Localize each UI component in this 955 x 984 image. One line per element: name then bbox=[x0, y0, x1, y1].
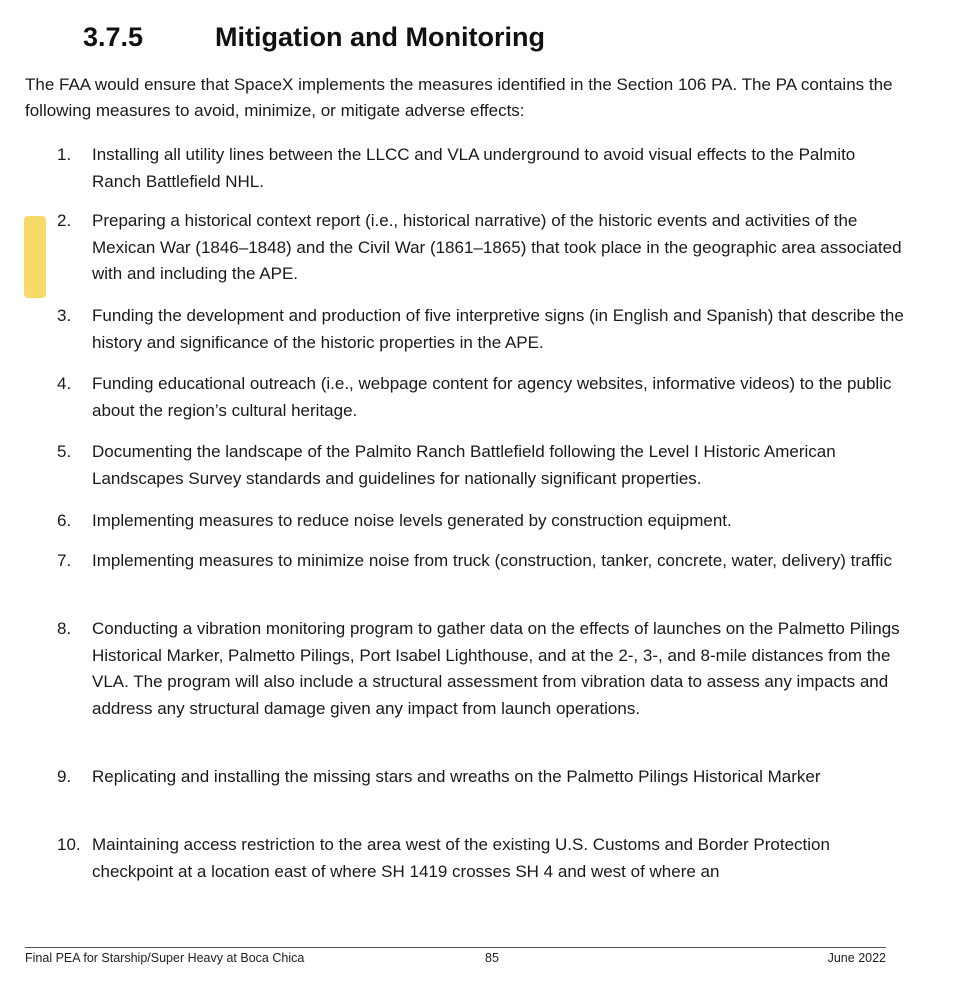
section-number: 3.7.5 bbox=[83, 22, 144, 52]
list-item bbox=[57, 832, 907, 885]
item-number: 1. bbox=[57, 145, 72, 164]
list-item bbox=[57, 208, 907, 288]
section-heading bbox=[83, 22, 545, 53]
item-number: 7. bbox=[57, 551, 72, 570]
list-item bbox=[57, 764, 907, 791]
item-number: 5. bbox=[57, 442, 72, 461]
item-number: 2. bbox=[57, 211, 72, 230]
list-item bbox=[57, 303, 907, 356]
item-text: Installing all utility lines between the LLCC and VLA underground to avoid visual effects to the Palmito Ranch Battlefield NHL. bbox=[92, 145, 856, 191]
footer-divider bbox=[25, 947, 886, 948]
item-text: Funding the development and production of five interpretive signs (in English and Spanish) that describe the history and significance of the historic properties in the APE. bbox=[92, 306, 904, 352]
item-text: Maintaining access restriction to the area west of the existing U.S. Customs and Border Protection checkpoint at a location east of where SH 1419 crosses SH 4 and west of where an bbox=[92, 835, 830, 881]
list-item bbox=[57, 508, 907, 535]
item-text: Documenting the landscape of the Palmito Ranch Battlefield following the Level I Historic American Landscapes Survey standards and guidelines for nationally significant properties. bbox=[92, 442, 836, 488]
highlighter-mark bbox=[24, 216, 46, 298]
footer-page-number: 85 bbox=[485, 951, 499, 965]
footer-date: June 2022 bbox=[827, 951, 886, 965]
item-text: Conducting a vibration monitoring program to gather data on the effects of launches on the Palmetto Pilings Historical Marker, Palmetto Pilings, Port Isabel Lighthouse, and at the 2-, 3-, and 8-mile distances from the VLA. The program will also include a structural assessment from vibration data to assess any impacts and address any structural damage given any impact from launch operations. bbox=[92, 619, 900, 718]
list-item bbox=[57, 616, 907, 722]
item-text: Replicating and installing the missing stars and wreaths on the Palmetto Pilings Historical Marker bbox=[92, 767, 821, 786]
list-item bbox=[57, 439, 907, 492]
item-number: 8. bbox=[57, 619, 72, 638]
item-text: Funding educational outreach (i.e., webpage content for agency websites, informative videos) to the public about the region’s cultural heritage. bbox=[92, 374, 892, 420]
item-text: Preparing a historical context report (i.e., historical narrative) of the historic events and activities of the Mexican War (1846–1848) and the Civil War (1861–1865) that took place in the geographic area associated with and including the APE. bbox=[92, 211, 902, 283]
item-number: 3. bbox=[57, 306, 72, 325]
item-number: 10. bbox=[57, 835, 81, 854]
item-number: 6. bbox=[57, 511, 72, 530]
item-text: Implementing measures to reduce noise levels generated by construction equipment. bbox=[92, 511, 732, 530]
item-number: 4. bbox=[57, 374, 72, 393]
section-title: Mitigation and Monitoring bbox=[215, 22, 545, 52]
list-item bbox=[57, 371, 907, 424]
item-number: 9. bbox=[57, 767, 72, 786]
footer-document-title: Final PEA for Starship/Super Heavy at Boca Chica bbox=[25, 951, 305, 965]
intro-paragraph: The FAA would ensure that SpaceX implements the measures identified in the Section 106 PA. The PA contains the following measures to avoid, minimize, or mitigate adverse effects: bbox=[25, 75, 893, 120]
list-item bbox=[57, 142, 907, 195]
list-item bbox=[57, 548, 907, 575]
item-text: Implementing measures to minimize noise from truck (construction, tanker, concrete, water, delivery) traffic bbox=[92, 551, 892, 570]
